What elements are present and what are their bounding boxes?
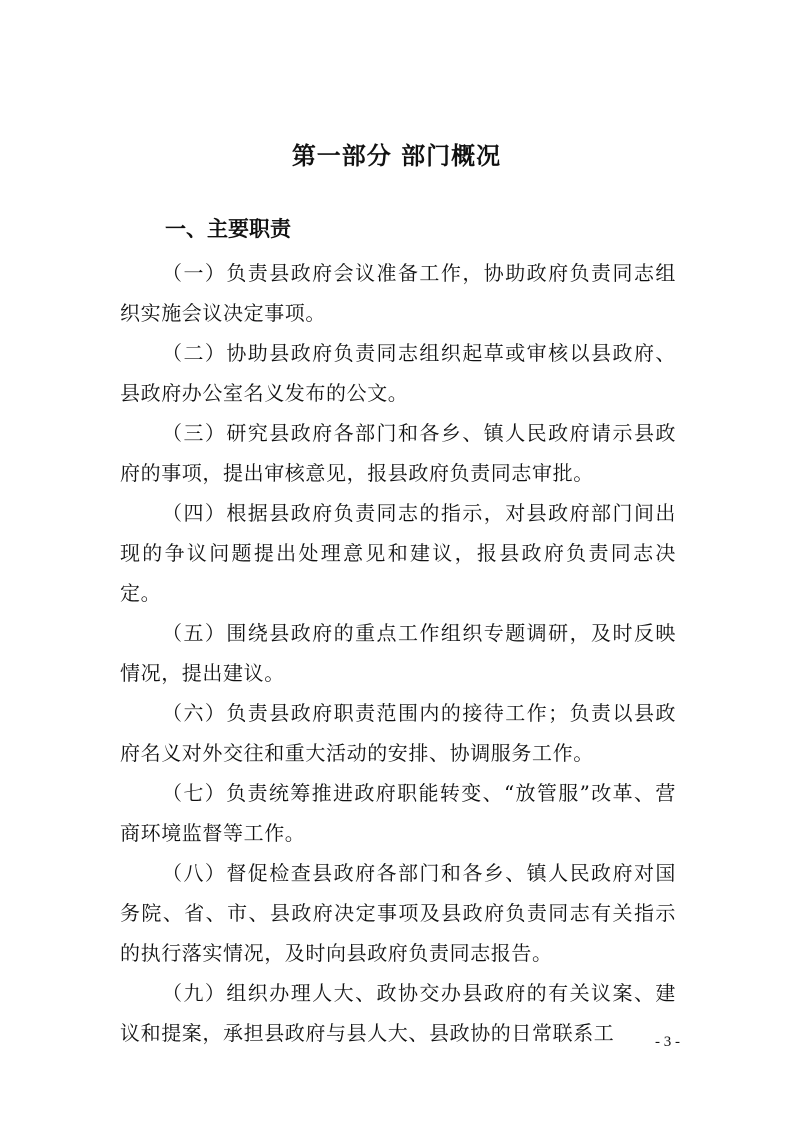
duty-paragraph-6: （六）负责县政府职责范围内的接待工作；负责以县政府名义对外交往和重大活动的安排、协调服务工作。 — [120, 701, 676, 765]
section-heading: 一、主要职责 — [165, 217, 291, 241]
body-text — [120, 253, 676, 1053]
duty-paragraph-9: （九）组织办理人大、政协交办县政府的有关议案、建议和提案，承担县政府与县人大、县政协的日常联系工 — [120, 981, 676, 1045]
duty-paragraph-5: （五）围绕县政府的重点工作组织专题调研，及时反映情况，提出建议。 — [120, 621, 676, 685]
page-title: 第一部分 部门概况 — [291, 142, 502, 170]
duty-paragraph-2: （二）协助县政府负责同志组织起草或审核以县政府、县政府办公室名义发布的公文。 — [120, 341, 676, 405]
duty-paragraph-3: （三）研究县政府各部门和各乡、镇人民政府请示县政府的事项，提出审核意见，报县政府负责同志审批。 — [120, 421, 676, 485]
duty-paragraph-1: （一）负责县政府会议准备工作，协助政府负责同志组织实施会议决定事项。 — [120, 261, 676, 325]
duty-paragraph-7: （七）负责统筹推进政府职能转变、“放管服”改革、营商环境监督等工作。 — [120, 781, 676, 845]
page-number: - 3 - — [655, 1034, 680, 1050]
duty-paragraph-8: （八）督促检查县政府各部门和各乡、镇人民政府对国务院、省、市、县政府决定事项及县政府负责同志有关指示的执行落实情况，及时向县政府负责同志报告。 — [120, 861, 676, 965]
duty-paragraph-4: （四）根据县政府负责同志的指示，对县政府部门间出现的争议问题提出处理意见和建议，报县政府负责同志决定。 — [120, 501, 676, 605]
